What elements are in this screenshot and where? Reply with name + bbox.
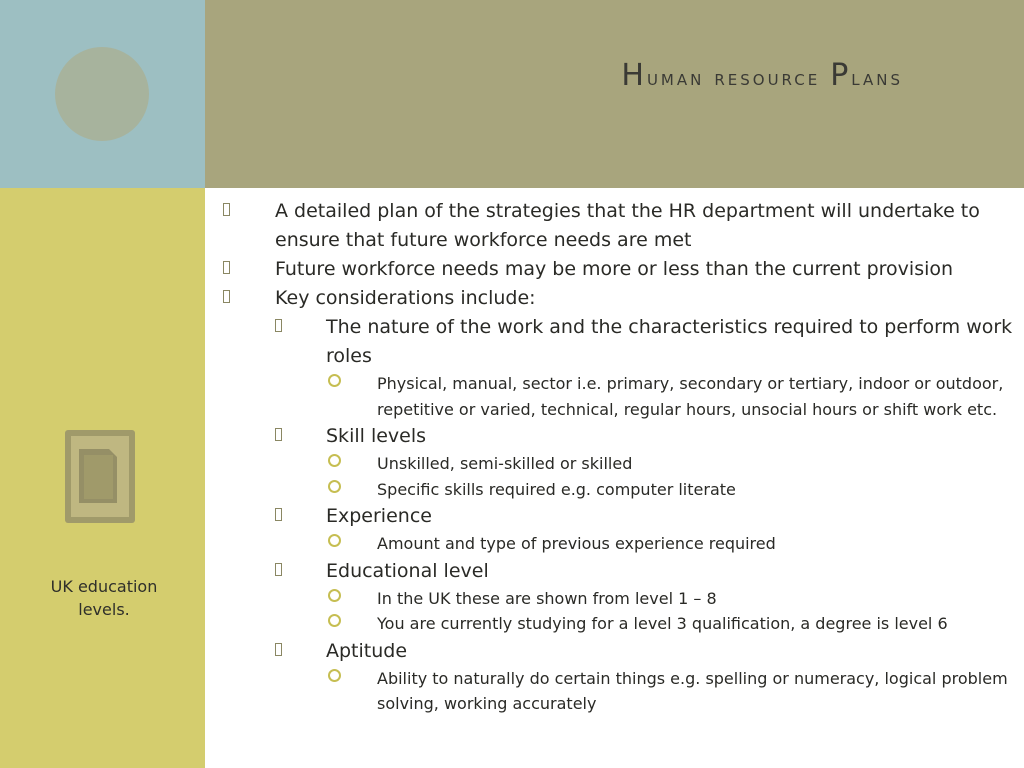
- title-part: H: [621, 58, 647, 93]
- bullet-text: Educational level: [326, 559, 489, 582]
- square-bullet-glyph: [275, 319, 282, 332]
- square-bullet-glyph: [275, 643, 282, 656]
- bullet-item-level-1: [220, 255, 1015, 284]
- square-bullet-glyph: [223, 290, 230, 303]
- sidebar-caption: [0, 575, 208, 621]
- title-part: lans: [851, 66, 903, 91]
- slide-title: [205, 56, 903, 99]
- bullet-item-level-3: [220, 451, 1015, 477]
- bullet-text: Ability to naturally do certain things e.g. spelling or numeracy, logical problem solving, working accurately: [377, 668, 1008, 713]
- bullet-item-level-1: [220, 284, 1015, 313]
- bullet-item-level-2: [220, 502, 1015, 531]
- square-bullet-icon: [275, 558, 282, 587]
- bullet-item-level-2: [220, 422, 1015, 451]
- circle-bullet-icon: [328, 589, 341, 602]
- bullet-item-level-2: [220, 313, 1015, 371]
- bullet-text: Unskilled, semi-skilled or skilled: [377, 454, 633, 473]
- circle-bullet-icon: [328, 614, 341, 627]
- bullet-item-level-1: [220, 197, 1015, 255]
- caption-line: levels.: [78, 600, 130, 619]
- bullet-text: You are currently studying for a level 3 qualification, a degree is level 6: [377, 614, 948, 633]
- square-bullet-glyph: [275, 508, 282, 521]
- bullet-item-level-3: [220, 586, 1015, 612]
- bullet-text: In the UK these are shown from level 1 – 8: [377, 588, 717, 608]
- bullet-list: [220, 197, 1015, 717]
- bullet-item-level-3: [220, 611, 1015, 637]
- bullet-item-level-3: [220, 477, 1015, 503]
- bullet-text: A detailed plan of the strategies that the HR department will undertake to ensure that future workforce needs are met: [275, 200, 980, 251]
- icon-page-fold: [109, 449, 117, 457]
- bullet-text: Physical, manual, sector i.e. primary, secondary or tertiary, indoor or outdoor, repetitive or varied, technical, regular hours, unsocial hours or shift work etc.: [377, 374, 1004, 419]
- title-part: P: [830, 58, 852, 93]
- square-bullet-icon: [275, 503, 282, 532]
- bullet-text: The nature of the work and the characteristics required to perform work roles: [326, 316, 1013, 367]
- square-bullet-icon: [223, 198, 230, 227]
- bullet-item-level-3: [220, 531, 1015, 557]
- bullet-item-level-2: [220, 557, 1015, 586]
- bullet-text: Key considerations include:: [275, 287, 536, 309]
- bullet-text: Aptitude: [326, 639, 408, 662]
- bullet-item-level-2: [220, 637, 1015, 666]
- square-bullet-icon: [275, 638, 282, 667]
- square-bullet-icon: [275, 423, 282, 452]
- square-bullet-icon: [275, 314, 282, 343]
- bullet-text: Specific skills required e.g. computer literate: [377, 479, 736, 499]
- bullet-text: Future workforce needs may be more or less than the current provision: [275, 258, 954, 280]
- circle-bullet-icon: [328, 480, 341, 493]
- square-bullet-glyph: [275, 563, 282, 576]
- title-part: uman resource: [646, 66, 831, 91]
- decorative-circle: [55, 47, 149, 141]
- circle-bullet-icon: [328, 669, 341, 682]
- square-bullet-icon: [223, 285, 230, 314]
- circle-bullet-icon: [328, 534, 341, 547]
- square-bullet-glyph: [223, 203, 230, 216]
- square-bullet-icon: [223, 256, 230, 285]
- bullet-text: Experience: [326, 505, 432, 527]
- bullet-text: Amount and type of previous experience required: [377, 534, 776, 553]
- bullet-item-level-3: [220, 666, 1015, 717]
- bullet-item-level-3: [220, 371, 1015, 422]
- circle-bullet-icon: [328, 374, 341, 387]
- icon-page-shade: [84, 455, 113, 499]
- caption-line: UK education: [50, 577, 158, 596]
- bullet-text: Skill levels: [326, 425, 427, 447]
- square-bullet-glyph: [223, 261, 230, 274]
- square-bullet-glyph: [275, 428, 282, 441]
- document-placeholder-icon[interactable]: [65, 430, 135, 523]
- circle-bullet-icon: [328, 454, 341, 467]
